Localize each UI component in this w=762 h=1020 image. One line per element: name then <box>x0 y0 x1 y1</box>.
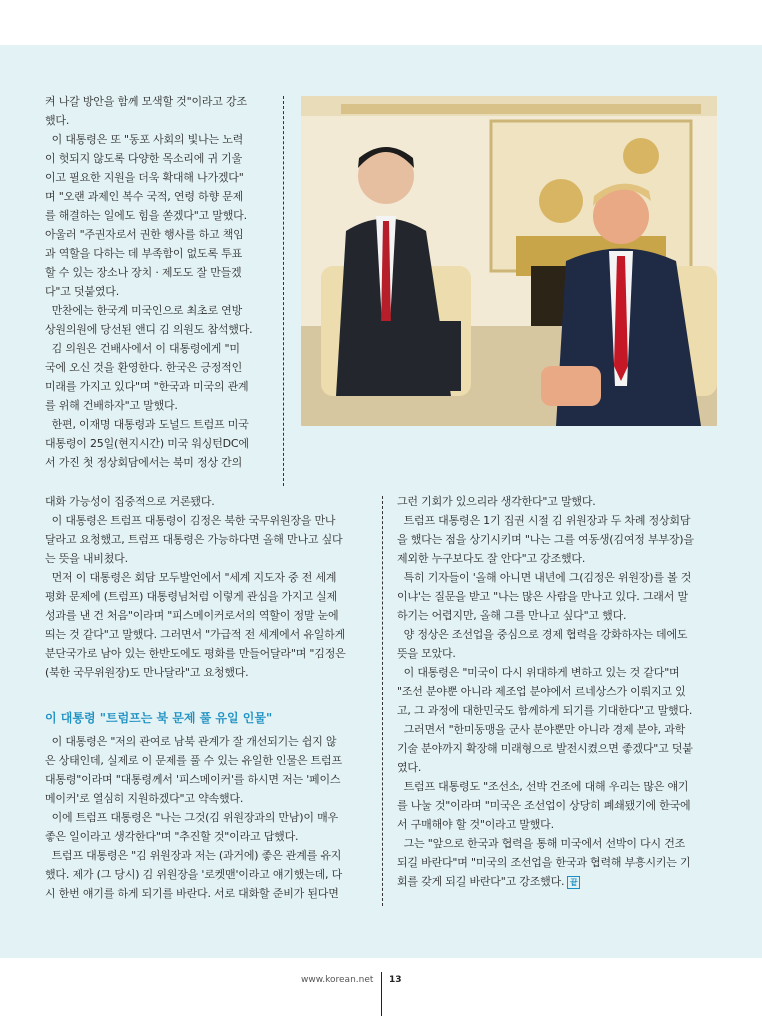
text-line: 켜 나갈 방안을 함께 모색할 것"이라고 강조 <box>45 95 247 108</box>
text-line: 대통령이 25일(현지시간) 미국 워싱턴DC에 <box>45 437 249 450</box>
text-line: 과 역할을 다하는 데 부족함이 없도록 투표 <box>45 247 243 260</box>
text-line: 만찬에는 한국계 미국인으로 최초로 연방 <box>45 304 243 317</box>
text-line: 였다. <box>397 761 422 774</box>
text-line: 서 구매해야 할 것"이라고 말했다. <box>397 818 554 831</box>
text-line: 되길 바란다"며 "미국의 조선업을 한국과 협력해 부흥시키는 기 <box>397 856 691 869</box>
footer-url: www.korean.net <box>301 975 374 985</box>
text-line: 할 수 있는 장소나 장치 · 제도도 잘 만들겠 <box>45 266 242 279</box>
text-line: 회를 갖게 되길 바란다"고 강조했다. 끝 <box>397 872 717 891</box>
text-line: 띄는 것 같다"고 말했다. 그러면서 "가급적 전 세계에서 유일하게 <box>45 628 346 641</box>
column-divider-top <box>283 96 284 486</box>
text-line: 이 헛되지 않도록 다양한 목소리에 귀 기울 <box>45 152 243 165</box>
text-line: 이고 필요한 지원을 더욱 확대해 나가겠다" <box>45 171 244 184</box>
text-line: 국에 오신 것을 환영한다. 한국은 긍정적인 <box>45 361 243 374</box>
article-column-left-bottom <box>45 732 369 903</box>
text-line: 기술 분야까지 확장해 미래형으로 발전시켰으면 좋겠다"고 덧붙 <box>397 742 693 755</box>
text-line: 은 상태인데, 실제로 이 문제를 풀 수 있는 유일한 인물은 트럼프 <box>45 754 342 767</box>
text-line: 메이커'로 열심히 지원하겠다"고 약속했다. <box>45 792 244 805</box>
text-line: 김 의원은 건배사에서 이 대통령에게 "미 <box>45 342 240 355</box>
text-line: 트럼프 대통령은 1기 집권 시절 김 위원장과 두 차례 정상회담 <box>397 514 691 527</box>
article-column-right <box>397 492 717 891</box>
text-line: 고, 그 과정에 대한민국도 함께하게 되기를 기대한다"고 말했다. <box>397 704 693 717</box>
text-line: 다"고 덧붙였다. <box>45 285 120 298</box>
text-line: "조선 분야뿐 아니라 제조업 분야에서 르네상스가 이뤄지고 있 <box>397 685 686 698</box>
text-line: 시 한번 얘기를 하게 되기를 바란다. 서로 대화할 준비가 된다면 <box>45 887 339 900</box>
text-line: 이냐'는 질문을 받고 "나는 많은 사람을 만나고 있다. 그래서 말 <box>397 590 688 603</box>
text-line: (북한 국무위원장)도 만나달라"고 요청했다. <box>45 666 249 679</box>
text-line: 를 해결하는 일에도 힘을 쏟겠다"고 말했다. <box>45 209 247 222</box>
text-line: 이에 트럼프 대통령은 "나는 그것(김 위원장과의 만남)이 매우 <box>45 811 338 824</box>
summit-photo <box>301 96 717 426</box>
section-subheading: 이 대통령 "트럼프는 북 문제 풀 유일 인물" <box>45 711 273 725</box>
text-line: 좋은 일이라고 생각한다"며 "추진할 것"이라고 답했다. <box>45 830 299 843</box>
article-column-left-top <box>45 92 270 472</box>
page-number: 13 <box>389 975 402 985</box>
text-line: 달라고 요청했고, 트럼프 대통령은 가능하다면 올해 만나고 싶다 <box>45 533 343 546</box>
text-line: 미래를 가지고 있다"며 "한국과 미국의 관계 <box>45 380 249 393</box>
text-line: 이 대통령은 또 "동포 사회의 빛나는 노력 <box>45 133 244 146</box>
text-line: 상원의원에 당선된 앤디 김 의원도 참석했다. <box>45 323 253 336</box>
text-line: 양 정상은 조선업을 중심으로 경제 협력을 강화하자는 데에도 <box>397 628 688 641</box>
footer-divider <box>381 972 382 1016</box>
text-line: 이 대통령은 "미국이 다시 위대하게 변하고 있는 것 같다"며 <box>397 666 680 679</box>
text-line: 분단국가로 남아 있는 한반도에도 평화를 만들어달라"며 "김정은 <box>45 647 346 660</box>
text-line: 트럼프 대통령도 "조선소, 선박 건조에 대해 우리는 많은 얘기 <box>397 780 689 793</box>
text-line: 했다. <box>45 114 70 127</box>
text-line: 트럼프 대통령은 "김 위원장과 저는 (과거에) 좋은 관계를 유지 <box>45 849 342 862</box>
text-line: 뜻을 모았다. <box>397 647 456 660</box>
column-divider-bottom <box>382 496 383 906</box>
text-line: 성과를 낸 건 처음"이라며 "피스메이커로서의 역할이 정말 눈에 <box>45 609 339 622</box>
article-end-mark: 끝 <box>567 876 580 889</box>
text-line: 며 "오랜 과제인 복수 국적, 연령 하향 문제 <box>45 190 244 203</box>
text-line: 를 나눌 것"이라며 "미국은 조선업이 상당히 폐쇄됐기에 한국에 <box>397 799 691 812</box>
text-line: 는 뜻을 내비쳤다. <box>45 552 128 565</box>
text-line: 그러면서 "한미동맹을 군사 분야뿐만 아니라 경제 분야, 과학 <box>397 723 686 736</box>
text-line: 를 위해 건배하자"고 말했다. <box>45 399 178 412</box>
text-line: 평화 문제에 (트럼프) 대통령님처럼 이렇게 관심을 가지고 실제 <box>45 590 337 603</box>
text-line: 제외한 누구보다도 잘 안다"고 강조했다. <box>397 552 586 565</box>
text-line: 하기는 어렵지만, 올해 그를 만나고 싶다"고 했다. <box>397 609 627 622</box>
text-line: 이 대통령은 트럼프 대통령이 김정은 북한 국무위원장을 만나 <box>45 514 336 527</box>
text-line: 그는 "앞으로 한국과 협력을 통해 미국에서 선박이 다시 건조 <box>397 837 686 850</box>
text-line: 특히 기자들이 '올해 아니면 내년에 그(김정은 위원장)를 볼 것 <box>397 571 692 584</box>
text-line: 을 했다는 점을 상기시키며 "나는 그를 여동생(김여정 부부장)을 <box>397 533 694 546</box>
text-line: 이 대통령은 "저의 관여로 남북 관계가 잘 개선되기는 쉽지 않 <box>45 735 337 748</box>
text-line: 했다. 제가 (그 당시) 김 위원장을 '로켓맨'이라고 얘기했는데, 다 <box>45 868 343 881</box>
text-line: 한편, 이재명 대통령과 도널드 트럼프 미국 <box>45 418 249 431</box>
article-column-left-middle <box>45 492 369 682</box>
text-line: 서 가진 첫 정상회담에서는 북미 정상 간의 <box>45 456 243 469</box>
text-line: 아울러 "주권자로서 권한 행사를 하고 책임 <box>45 228 244 241</box>
text-line: 대통령"이라며 "대통령께서 '피스메이커'를 하시면 저는 '페이스 <box>45 773 341 786</box>
text-line: 그런 기회가 있으리라 생각한다"고 말했다. <box>397 495 596 508</box>
text-line: 먼저 이 대통령은 회담 모두발언에서 "세계 지도자 중 전 세계 <box>45 571 337 584</box>
text-line: 대화 가능성이 집중적으로 거론됐다. <box>45 495 215 508</box>
